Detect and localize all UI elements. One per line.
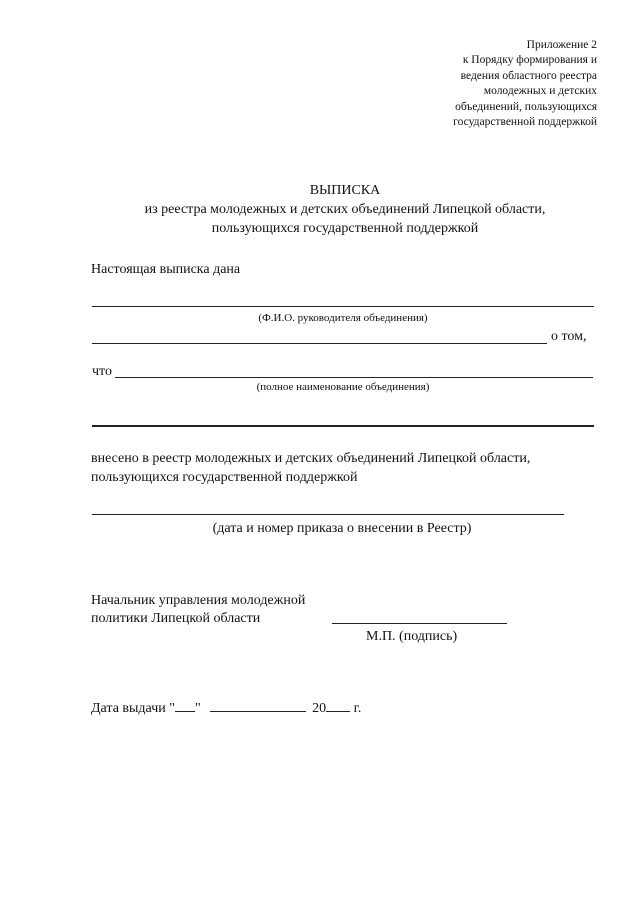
title-heading: ВЫПИСКА xyxy=(309,183,381,198)
appendix-line: молодежных и детских xyxy=(483,85,597,98)
organization-name-caption: (полное наименование объединения) xyxy=(256,381,430,393)
appendix-note xyxy=(357,38,597,130)
fio-continuation-line[interactable] xyxy=(92,343,547,344)
title-line-1: из реестра молодежных и детских объединений Липецкой области, xyxy=(144,202,546,217)
title-line-2: пользующихся государственной поддержкой xyxy=(211,221,479,236)
signature-caption: М.П. (подпись) xyxy=(366,629,458,644)
chief-title-line-2: политики Липецкой области xyxy=(91,611,261,626)
o-tom-text: о том, xyxy=(551,329,587,344)
issue-month-field[interactable] xyxy=(210,697,306,712)
issue-year-field[interactable] xyxy=(326,697,350,712)
appendix-line: объединений, пользующихся xyxy=(455,100,597,113)
organization-name-line[interactable] xyxy=(115,377,593,378)
chief-title-line-1: Начальник управления молодежной xyxy=(91,593,306,608)
appendix-line: Приложение 2 xyxy=(526,39,597,51)
organization-continuation-line[interactable] xyxy=(92,425,594,427)
fio-field-line[interactable] xyxy=(92,306,594,307)
fio-caption: (Ф.И.О. руководителя объединения) xyxy=(258,312,428,324)
appendix-line: к Порядку формирования и xyxy=(462,54,597,67)
order-field-line[interactable] xyxy=(92,514,564,515)
issue-year-suffix: г. xyxy=(353,701,362,716)
issue-day-field[interactable] xyxy=(175,697,195,712)
issue-quote-close: " xyxy=(194,701,201,716)
order-caption: (дата и номер приказа о внесении в Реестр) xyxy=(212,521,472,536)
entered-text-line-1: внесено в реестр молодежных и детских объединений Липецкой области, xyxy=(91,451,531,466)
issue-year-prefix: 20 xyxy=(312,701,327,716)
entered-text-line-2: пользующихся государственной поддержкой xyxy=(91,470,358,485)
document-title xyxy=(90,181,600,238)
intro-text: Настоящая выписка дана xyxy=(91,262,241,277)
issue-date-label: Дата выдачи " xyxy=(91,701,175,716)
appendix-line: ведения областного реестра xyxy=(460,69,597,82)
appendix-line: государственной поддержкой xyxy=(453,116,597,129)
chto-text: что xyxy=(92,364,112,379)
issue-date-row xyxy=(91,697,361,718)
signature-line[interactable] xyxy=(332,623,507,624)
